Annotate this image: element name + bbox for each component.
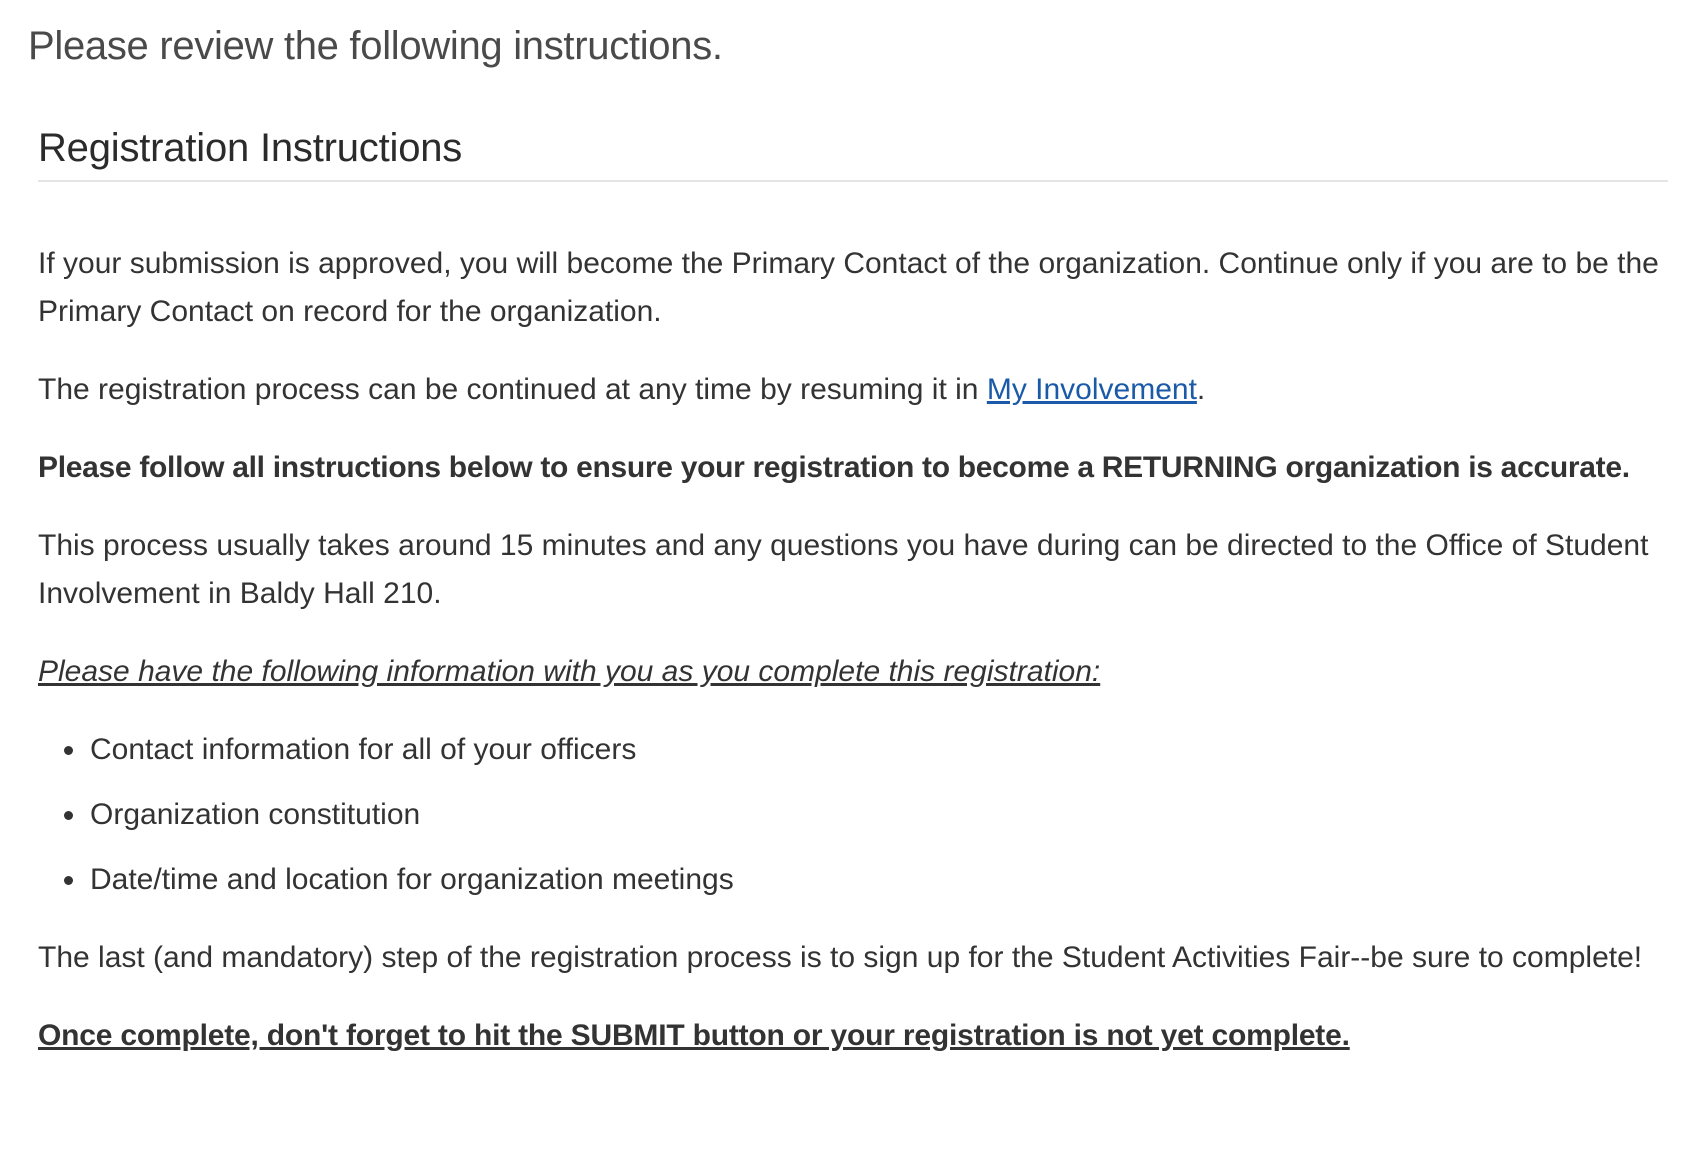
submit-reminder-text: Once complete, don't forget to hit the SUBMIT button or your registration is not yet complete. <box>38 1019 1350 1052</box>
resume-paragraph <box>38 366 1668 414</box>
intro-text: Please review the following instructions. <box>28 24 723 68</box>
resume-prefix-text: The registration process can be continued at any time by resuming it in <box>38 373 987 406</box>
list-item-constitution: • Organization constitution <box>88 791 1668 839</box>
list-item-officers: • Contact information for all of your officers <box>88 726 1668 774</box>
my-involvement-link[interactable]: My Involvement <box>986 373 1197 406</box>
instructions-panel <box>38 124 1668 1090</box>
instructions-content <box>38 240 1668 1060</box>
list-item-meetings: • Date/time and location for organization meetings <box>88 856 1668 904</box>
resume-suffix-text: . <box>1196 373 1206 406</box>
duration-paragraph: This process usually takes around 15 minutes and any questions you have during can be directed to the Office of Student Involvement in Baldy Hall 210. <box>38 529 1649 610</box>
section-heading: Registration Instructions <box>38 124 1668 182</box>
follow-instructions-paragraph: Please follow all instructions below to ensure your registration to become a RETURNING organization is accurate. <box>38 451 1630 484</box>
primary-contact-paragraph: If your submission is approved, you will become the Primary Contact of the organization. Continue only if you are to be the Primary Contact on record for the organization. <box>38 247 1659 328</box>
required-info-list <box>38 726 1668 904</box>
submit-reminder-paragraph <box>38 1012 1668 1060</box>
last-step-paragraph: The last (and mandatory) step of the registration process is to sign up for the Student Activities Fair--be sure to complete! <box>38 941 1643 974</box>
have-info-paragraph <box>38 648 1668 696</box>
have-info-text: Please have the following information with you as you complete this registration: <box>38 655 1101 688</box>
